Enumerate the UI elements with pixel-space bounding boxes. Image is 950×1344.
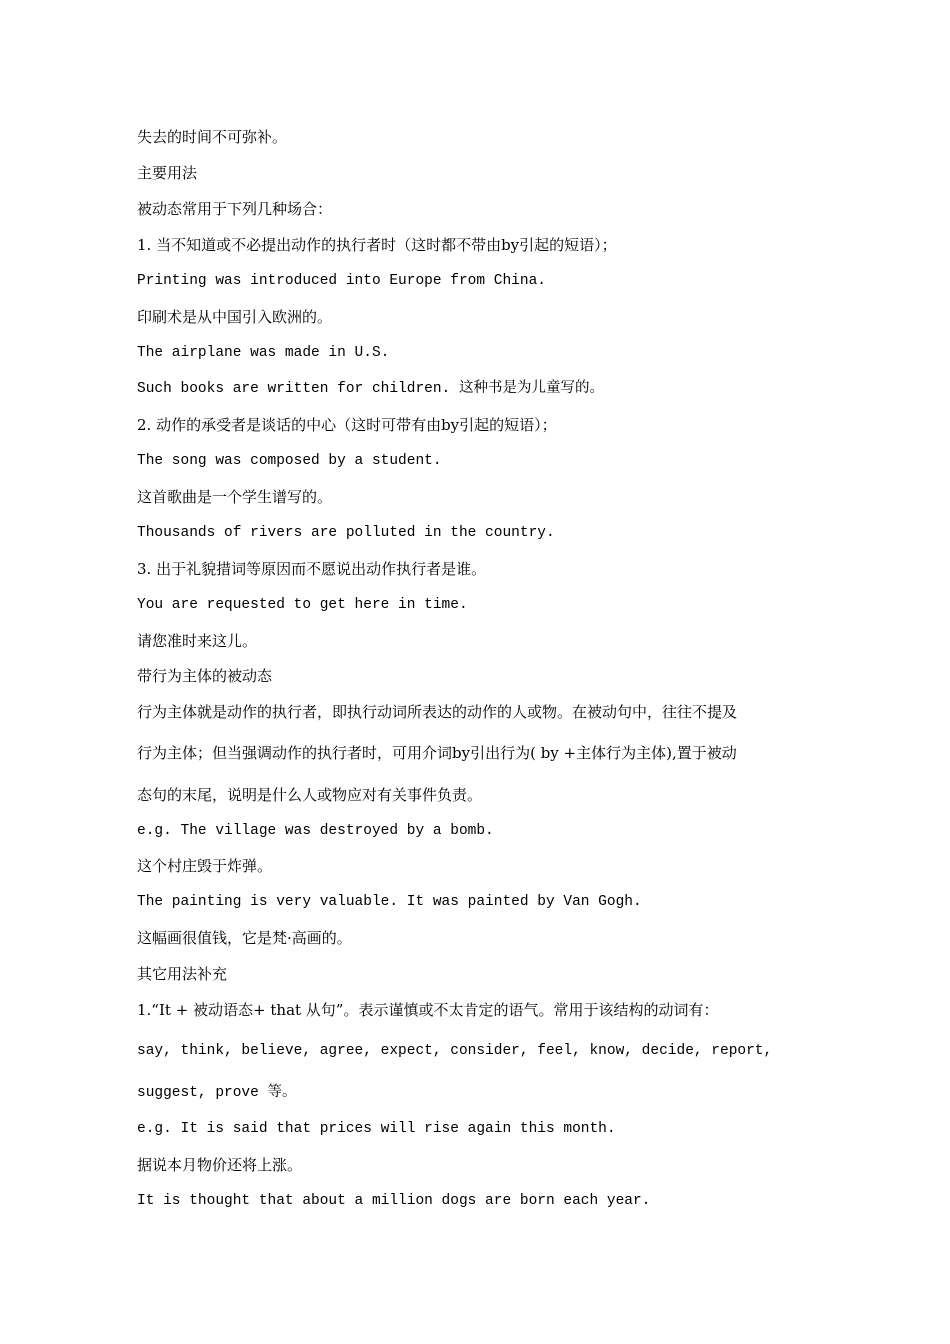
text-line: 请您准时来这儿。 [137, 632, 258, 650]
section-heading: 主要用法 [137, 164, 198, 182]
example-sentence: Thousands of rivers are polluted in the country. [137, 525, 555, 541]
section-heading: 其它用法补充 [137, 965, 228, 983]
text-line: 印刷术是从中国引入欧洲的。 [137, 308, 333, 326]
paragraph-line: 态句的末尾，说明是什么人或物应对有关事件负责。 [137, 786, 483, 804]
text-line: 失去的时间不可弥补。 [137, 128, 288, 146]
text-line: 3. 出于礼貌措词等原因而不愿说出动作执行者是谁。 [137, 560, 487, 578]
text-line: 这幅画很值钱，它是梵·高画的。 [137, 929, 352, 947]
verb-list-line: suggest, prove 等。 [137, 1085, 297, 1101]
example-sentence: You are requested to get here in time. [137, 597, 468, 613]
example-sentence: Such books are written for children. 这种书是为儿童写的。 [137, 381, 604, 397]
example-sentence: The airplane was made in U.S. [137, 345, 390, 361]
example-sentence: e.g. It is said that prices will rise again this month. [137, 1121, 616, 1137]
example-sentence: The painting is very valuable. It was painted by Van Gogh. [137, 894, 642, 910]
text-line: 2. 动作的承受者是谈话的中心（这时可带有由by引起的短语）； [137, 416, 557, 434]
paragraph-line: 行为主体；但当强调动作的执行者时，可用介词by引出行为( by +主体行为主体),置于被动 [137, 744, 737, 762]
example-sentence: Printing was introduced into Europe from China. [137, 273, 546, 289]
example-sentence: The song was composed by a student. [137, 453, 442, 469]
text-line: 1.“It + 被动语态+ that 从句”。表示谨慎或不太肯定的语气。常用于该结构的动词有： [137, 1001, 719, 1019]
text-line: 这首歌曲是一个学生谱写的。 [137, 488, 333, 506]
verb-list-line: say, think, believe, agree, expect, consider, feel, know, decide, report, [137, 1043, 773, 1059]
paragraph-line: 行为主体就是动作的执行者，即执行动词所表达的动作的人或物。在被动句中，往往不提及 [137, 703, 738, 721]
example-sentence: e.g. The village was destroyed by a bomb. [137, 823, 494, 839]
text-line: 这个村庄毁于炸弹。 [137, 857, 273, 875]
section-heading: 带行为主体的被动态 [137, 667, 273, 685]
text-line: 被动态常用于下列几种场合： [137, 200, 333, 218]
example-sentence: It is thought that about a million dogs are born each year. [137, 1193, 651, 1209]
text-line: 1. 当不知道或不必提出动作的执行者时（这时都不带由by引起的短语）； [137, 236, 617, 254]
text-line: 据说本月物价还将上涨。 [137, 1156, 303, 1174]
